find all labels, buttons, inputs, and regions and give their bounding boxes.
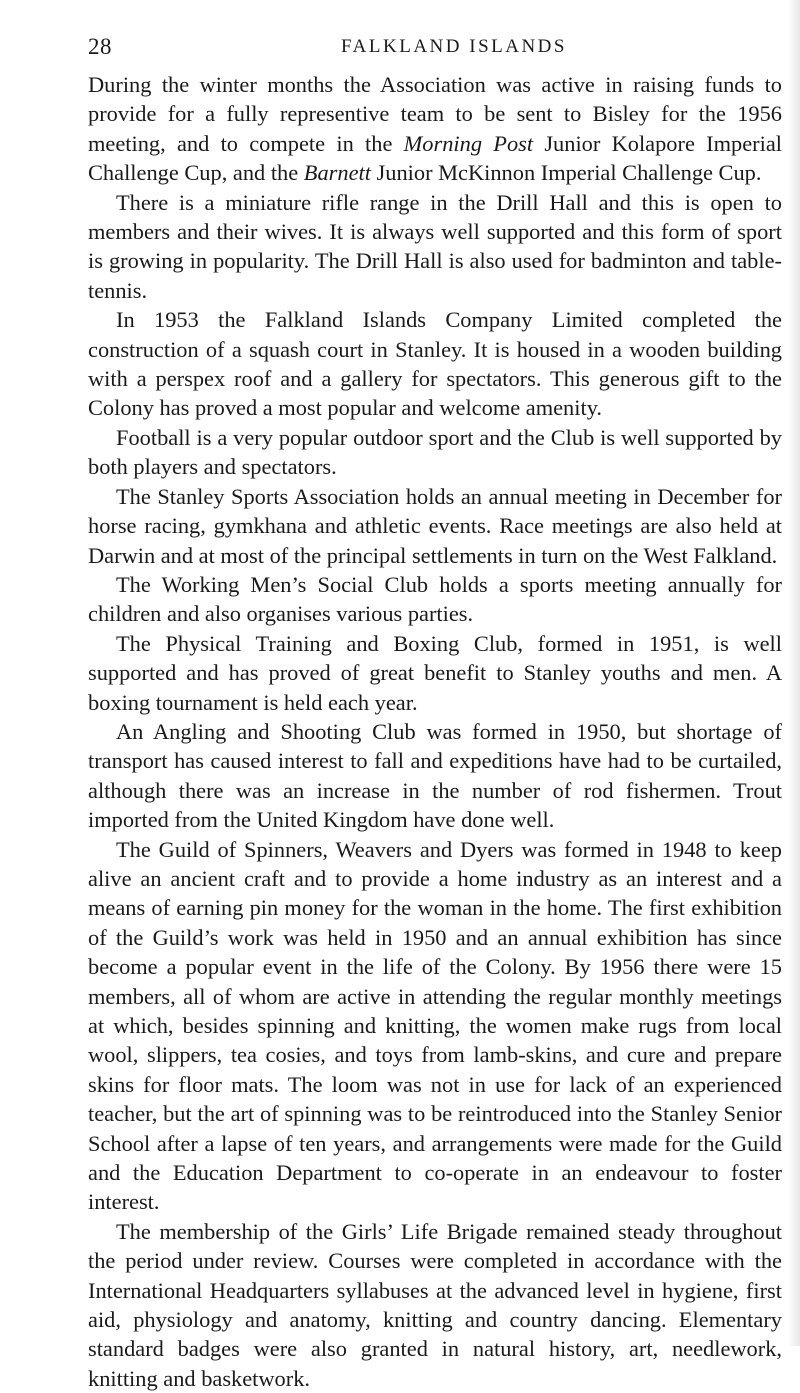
paragraph-football: Football is a very popular outdoor sport and the Club is well supported by both players and spectators. [88, 424, 782, 480]
running-head: FALKLAND ISLANDS [341, 36, 567, 57]
paragraph-working-mens-club: The Working Men’s Social Club holds a sports meeting annually for children and also organises various parties. [88, 571, 782, 627]
page-header [88, 34, 782, 68]
text-run: Junior McKinnon Imperial Challenge Cup. [370, 160, 762, 186]
paragraph-rifle-range: There is a miniature rifle range in the Drill Hall and this is open to members and their wives. It is always well supported and this form of sport is growing in popularity. The Drill Hall is also used for badminton and table-tennis. [88, 189, 782, 303]
paragraph-squash-court: In 1953 the Falkland Islands Company Limited completed the construction of a squash court in Stanley. It is housed in a wooden building with a perspex roof and a gallery for spectators. This generous gift to the Colony has proved a most popular and welcome amenity. [88, 307, 782, 421]
paragraph-sports-association: The Stanley Sports Association holds an annual meeting in December for horse racing, gymkhana and athletic events. Race meetings are also held at Darwin and at most of the principal settlements in turn on the West Falkland. [88, 483, 782, 568]
page-edge-shadow [788, 0, 800, 1346]
paragraph-angling-club: An Angling and Shooting Club was formed in 1950, but shortage of transport has caused interest to fall and expeditions have had to be curtailed, although there was an increase in the number of rod fishermen. Trout imported from the United Kingdom have done well. [88, 718, 782, 833]
paragraph-girls-life-brigade: The membership of the Girls’ Life Brigade remained steady throughout the period under review. Courses were completed in accordance with the International Headquarters syllabuses at the advanced level in hygiene, first aid, physiology and anatomy, knitting and country dancing. Elementary standard badges were also granted in natural history, art, needlework, knitting and basketwork. [88, 1218, 782, 1391]
page-number: 28 [88, 34, 112, 59]
newspaper-title-italic: Morning Post [403, 130, 534, 156]
text-run: Junior Kolapore Imperial Challenge Cup, and the [88, 130, 782, 186]
paragraph-guild-of-spinners: The Guild of Spinners, Weavers and Dyers was formed in 1948 to keep alive an ancient craft and to provide a home industry as an interest and a means of earning pin money for the woman in the home. The first exhibition of the Guild’s work was held in 1950 and an annual exhibition has since become a popular event in the life of the Colony. By 1956 there were 15 members, all of whom are active in attending the regular monthly meetings at which, besides spinning and knitting, the women make rugs from local wool, slippers, tea cosies, and toys from lamb-skins, and cure and prepare skins for floor mats. The loom was not in use for lack of an experienced teacher, but the art of spinning was to be reintroduced into the Stanley Senior School after a lapse of ten years, and arrangements were made for the Guild and the Education Department to co-operate in an endeavour to foster interest. [88, 836, 782, 1215]
body-text [88, 70, 782, 1393]
text-run: During the winter months the Association was active in raising funds to provide for a fully representive team to be sent to Bisley for the 1956 meeting, and to compete in the [88, 72, 782, 156]
paragraph-boxing-club: The Physical Training and Boxing Club, formed in 1951, is well supported and has proved of great benefit to Stanley youths and men. A boxing tournament is held each year. [88, 630, 782, 715]
cup-sponsor-italic: Barnett [303, 160, 371, 186]
paragraph-bisley [88, 70, 782, 188]
